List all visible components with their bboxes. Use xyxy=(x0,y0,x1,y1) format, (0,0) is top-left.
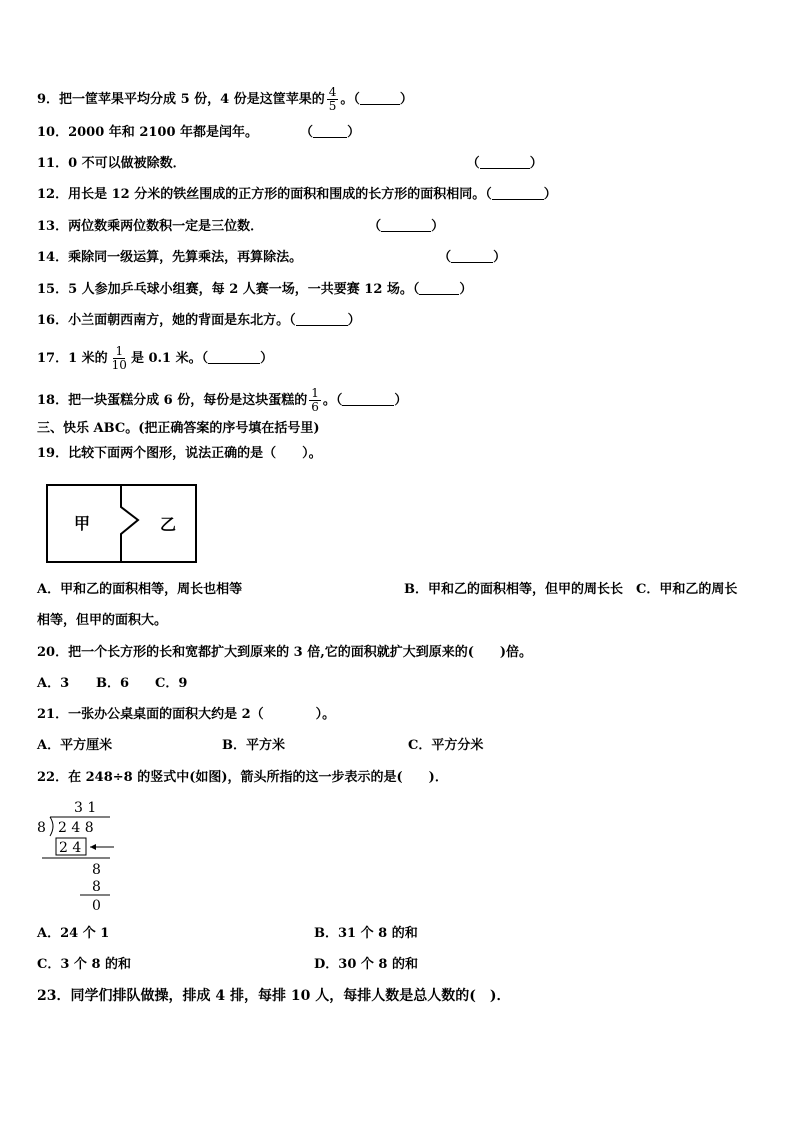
answer-blank[interactable] xyxy=(480,155,530,169)
fraction-4-5: $\frac{4}{5}$ xyxy=(328,85,337,113)
q19-option-a[interactable]: A．甲和乙的面积相等，周长也相等 xyxy=(37,582,243,597)
q22-option-d[interactable]: D．30 个 8 的和 xyxy=(314,957,418,972)
quotient: 3 1 xyxy=(74,800,97,816)
question-21: 21．一张办公桌桌面的面积大约是 2（ ）。 xyxy=(37,707,336,722)
step-product-2: 8 xyxy=(92,879,101,895)
question-15: 15．5 人参加乒乓球小组赛，每 2 人赛一场，一共要赛 12 场。（ ） xyxy=(37,282,473,297)
q21-option-c[interactable]: C．平方分米 xyxy=(408,738,484,753)
answer-blank[interactable] xyxy=(451,249,493,263)
divisor: 8 xyxy=(37,820,46,836)
q22-option-b[interactable]: B．31 个 8 的和 xyxy=(314,926,418,941)
dividend: 2 4 8 xyxy=(58,820,94,836)
question-20: 20．把一个长方形的长和宽都扩大到原来的 3 倍,它的面积就扩大到原来的( )倍。 xyxy=(37,645,533,660)
answer-blank[interactable] xyxy=(208,350,260,364)
question-12: 12．用长是 12 分米的铁丝围成的正方形的面积和围成的长方形的面积相同。（ ） xyxy=(37,187,557,202)
answer-blank[interactable] xyxy=(419,281,459,295)
section-3-heading: 三、快乐 ABC。(把正确答案的序号填在括号里) xyxy=(37,421,320,436)
question-13: 13．两位数乘两位数积一定是三位数． （ ） xyxy=(37,219,445,234)
long-division-figure xyxy=(34,796,124,914)
question-19: 19．比较下面两个图形，说法正确的是（ ）。 xyxy=(37,446,322,461)
question-10: 10．2000 年和 2100 年都是闰年。 （ ） xyxy=(37,125,361,140)
question-22: 22．在 248÷8 的竖式中(如图)，箭头所指的这一步表示的是( )． xyxy=(37,770,448,785)
fraction-1-6: $\frac{1}{6}$ xyxy=(311,386,319,414)
final-remainder: 0 xyxy=(92,898,101,914)
step-remainder: 8 xyxy=(92,862,101,878)
question-11: 11．0 不可以做被除数． （ ） xyxy=(37,156,543,171)
q20-option-c[interactable]: C．9 xyxy=(155,676,188,691)
answer-blank[interactable] xyxy=(342,392,394,406)
q19-option-c-continued: 相等，但甲的面积大。 xyxy=(37,613,168,628)
q21-option-b[interactable]: B．平方米 xyxy=(222,738,285,753)
question-9: 9．把一筐苹果平均分成 5 份，4 份是这筐苹果的 $\frac{4}{5}$ 。（ ） xyxy=(37,85,413,113)
answer-blank[interactable] xyxy=(296,312,348,326)
q19-option-b-c[interactable]: B．甲和乙的面积相等，但甲的周长长 C．甲和乙的周长 xyxy=(404,582,738,597)
answer-blank[interactable] xyxy=(313,124,347,138)
q19-figure xyxy=(46,484,198,564)
q22-option-a[interactable]: A．24 个 1 xyxy=(37,926,110,941)
answer-blank[interactable] xyxy=(360,91,400,105)
question-14: 14．乘除同一级运算，先算乘法，再算除法。 （ ） xyxy=(37,250,507,265)
figure-divider xyxy=(121,485,138,562)
division-bracket xyxy=(50,817,53,836)
q20-option-b[interactable]: B．6 xyxy=(96,676,130,691)
answer-blank[interactable] xyxy=(492,186,544,200)
label-jia: 甲 xyxy=(74,514,91,533)
q21-option-a[interactable]: A．平方厘米 xyxy=(37,738,113,753)
step-product: 2 4 xyxy=(59,840,82,856)
fraction-1-10: $\frac{1}{10}$ xyxy=(111,344,127,372)
question-16: 16．小兰面朝西南方，她的背面是东北方。（ ） xyxy=(37,313,361,328)
question-18: 18．把一块蛋糕分成 6 份，每份是这块蛋糕的 $\frac{1}{6}$ 。（ ） xyxy=(37,386,408,414)
q20-option-a[interactable]: A．3 xyxy=(37,676,70,691)
question-17: 17．1 米的 $\frac{1}{10}$ 是 0.1 米。（ ） xyxy=(37,344,274,372)
label-yi: 乙 xyxy=(160,515,177,534)
answer-blank[interactable] xyxy=(381,218,431,232)
arrow-head-icon xyxy=(90,844,96,850)
question-23: 23．同学们排队做操，排成 4 排，每排 10 人，每排人数是总人数的( )． xyxy=(37,988,511,1004)
q22-option-c[interactable]: C．3 个 8 的和 xyxy=(37,957,132,972)
